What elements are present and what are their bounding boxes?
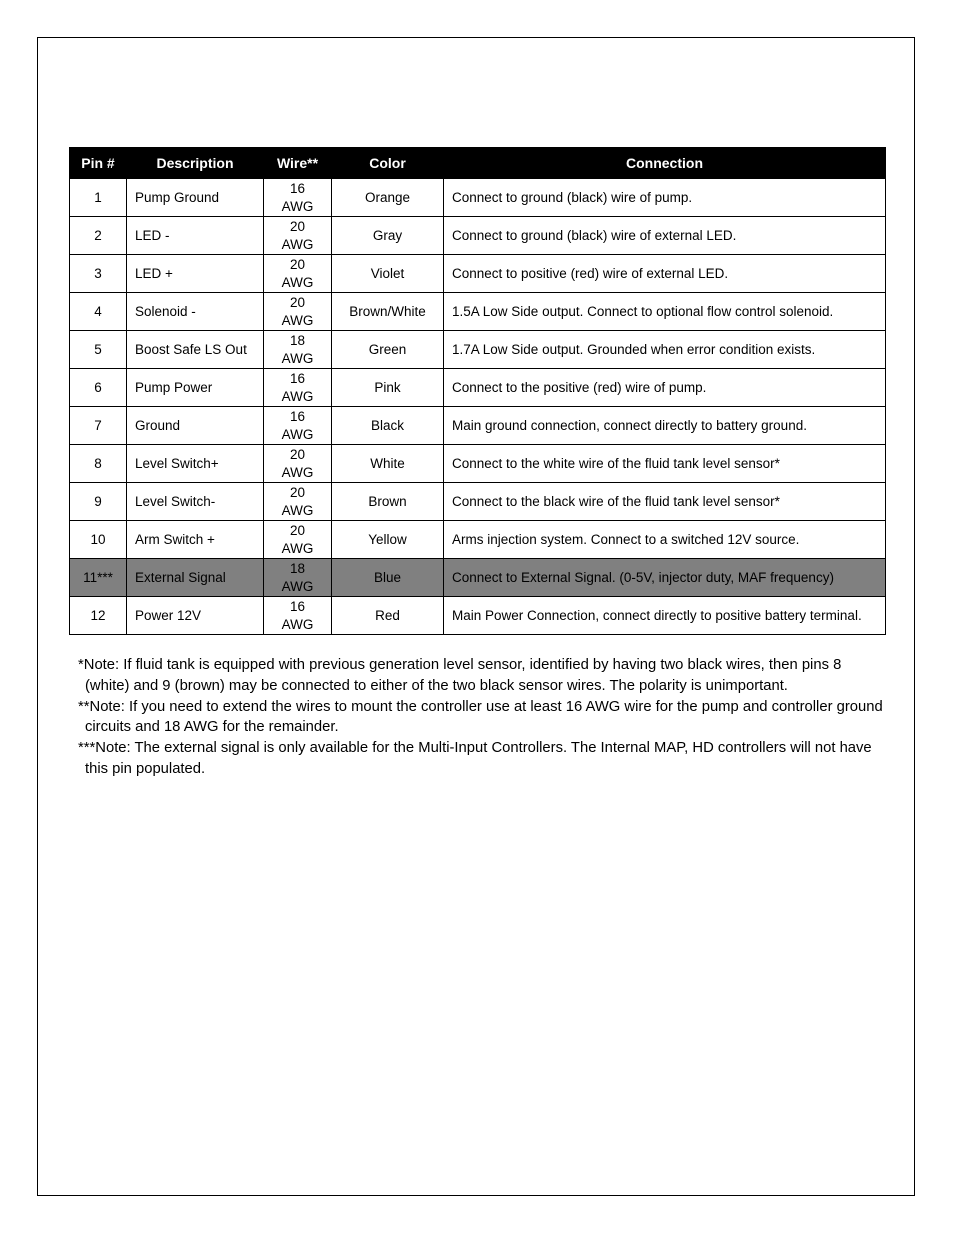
description-cell: Pump Ground	[127, 179, 264, 217]
table-row	[70, 445, 886, 483]
wire-gauge: 16	[289, 408, 306, 424]
table-row	[70, 369, 886, 407]
wire-unit: AWG	[281, 388, 314, 404]
header-description: Description	[127, 148, 264, 179]
pin-cell: 7	[70, 407, 127, 445]
color-cell: Brown/White	[332, 293, 444, 331]
pin-cell: 10	[70, 521, 127, 559]
wire-unit: AWG	[281, 578, 314, 594]
color-cell: Orange	[332, 179, 444, 217]
wire-cell	[264, 255, 332, 293]
wire-gauge: 20	[289, 446, 306, 462]
description-cell: LED +	[127, 255, 264, 293]
table-row	[70, 407, 886, 445]
wire-unit: AWG	[281, 312, 314, 328]
wire-cell	[264, 369, 332, 407]
pin-cell: 1	[70, 179, 127, 217]
wire-cell	[264, 293, 332, 331]
description-cell: Solenoid -	[127, 293, 264, 331]
color-cell: Yellow	[332, 521, 444, 559]
wire-unit: AWG	[281, 198, 314, 214]
wire-unit: AWG	[281, 502, 314, 518]
connection-cell: Connect to ground (black) wire of pump.	[444, 179, 886, 217]
wire-cell	[264, 179, 332, 217]
table-row	[70, 331, 886, 369]
wire-cell	[264, 217, 332, 255]
wire-unit: AWG	[281, 426, 314, 442]
connection-cell: Main Power Connection, connect directly to positive battery terminal.	[444, 597, 886, 635]
description-cell: Boost Safe LS Out	[127, 331, 264, 369]
wire-gauge: 20	[289, 256, 306, 272]
wire-gauge: 20	[289, 484, 306, 500]
table-row	[70, 483, 886, 521]
wire-cell	[264, 483, 332, 521]
pin-cell: 2	[70, 217, 127, 255]
description-cell: Ground	[127, 407, 264, 445]
table-row	[70, 597, 886, 635]
footnote-level-sensor: *Note: If fluid tank is equipped with previous generation level sensor, identified by having two black wires, then pins 8 (white) and 9 (brown) may be connected to either of the two black sensor wires. The polarity is unimportant.	[78, 657, 842, 694]
description-cell: Arm Switch +	[127, 521, 264, 559]
pin-cell: 3	[70, 255, 127, 293]
table-row	[70, 255, 886, 293]
table-row	[70, 521, 886, 559]
connection-cell: Connect to the white wire of the fluid tank level sensor*	[444, 445, 886, 483]
footnote-external-signal: ***Note: The external signal is only available for the Multi-Input Controllers. The Internal MAP, HD controllers will not have this pin populated.	[78, 740, 872, 777]
wire-gauge: 18	[289, 560, 306, 576]
description-cell: External Signal	[127, 559, 264, 597]
wire-unit: AWG	[281, 236, 314, 252]
wire-cell	[264, 407, 332, 445]
connection-cell: Connect to positive (red) wire of external LED.	[444, 255, 886, 293]
pinout-table	[69, 147, 886, 635]
color-cell: Black	[332, 407, 444, 445]
wire-cell	[264, 597, 332, 635]
footnote-wire-extension: **Note: If you need to extend the wires to mount the controller use at least 16 AWG wire for the pump and controller ground circuits and 18 AWG for the remainder.	[78, 698, 883, 736]
wire-unit: AWG	[281, 350, 314, 366]
wire-gauge: 16	[289, 370, 306, 386]
table-body	[70, 179, 886, 635]
connection-cell: 1.7A Low Side output. Grounded when error condition exists.	[444, 331, 886, 369]
footnotes	[78, 655, 888, 780]
color-cell: Green	[332, 331, 444, 369]
color-cell: Red	[332, 597, 444, 635]
wire-gauge: 16	[289, 180, 306, 196]
connection-cell: Connect to ground (black) wire of external LED.	[444, 217, 886, 255]
pin-cell: 4	[70, 293, 127, 331]
connection-cell: Connect to the positive (red) wire of pump.	[444, 369, 886, 407]
header-color: Color	[332, 148, 444, 179]
connection-cell: Connect to External Signal. (0-5V, injector duty, MAF frequency)	[444, 559, 886, 597]
color-cell: Blue	[332, 559, 444, 597]
wire-unit: AWG	[281, 464, 314, 480]
table-row	[70, 293, 886, 331]
color-cell: Pink	[332, 369, 444, 407]
wire-cell	[264, 559, 332, 597]
color-cell: Violet	[332, 255, 444, 293]
wire-cell	[264, 445, 332, 483]
pin-cell: 11***	[70, 559, 127, 597]
connection-cell: 1.5A Low Side output. Connect to optional flow control solenoid.	[444, 293, 886, 331]
wire-unit: AWG	[281, 274, 314, 290]
pin-cell: 5	[70, 331, 127, 369]
table-row	[70, 217, 886, 255]
description-cell: Level Switch+	[127, 445, 264, 483]
pin-cell: 12	[70, 597, 127, 635]
description-cell: Power 12V	[127, 597, 264, 635]
header-connection: Connection	[444, 148, 886, 179]
description-cell: LED -	[127, 217, 264, 255]
wire-unit: AWG	[281, 540, 314, 556]
pin-cell: 9	[70, 483, 127, 521]
description-cell: Level Switch-	[127, 483, 264, 521]
header-pin: Pin #	[70, 148, 127, 179]
description-cell: Pump Power	[127, 369, 264, 407]
wire-unit: AWG	[281, 616, 314, 632]
header-wire: Wire**	[264, 148, 332, 179]
table-row	[70, 179, 886, 217]
wire-cell	[264, 521, 332, 559]
connection-cell: Main ground connection, connect directly to battery ground.	[444, 407, 886, 445]
wire-cell	[264, 331, 332, 369]
wire-gauge: 20	[289, 294, 306, 310]
wire-gauge: 16	[289, 598, 306, 614]
pin-cell: 8	[70, 445, 127, 483]
table-header-row	[70, 148, 886, 179]
pin-cell: 6	[70, 369, 127, 407]
wire-gauge: 18	[289, 332, 306, 348]
color-cell: Brown	[332, 483, 444, 521]
connection-cell: Connect to the black wire of the fluid tank level sensor*	[444, 483, 886, 521]
wire-gauge: 20	[289, 522, 306, 538]
wire-gauge: 20	[289, 218, 306, 234]
color-cell: Gray	[332, 217, 444, 255]
color-cell: White	[332, 445, 444, 483]
table-row	[70, 559, 886, 597]
connection-cell: Arms injection system. Connect to a switched 12V source.	[444, 521, 886, 559]
